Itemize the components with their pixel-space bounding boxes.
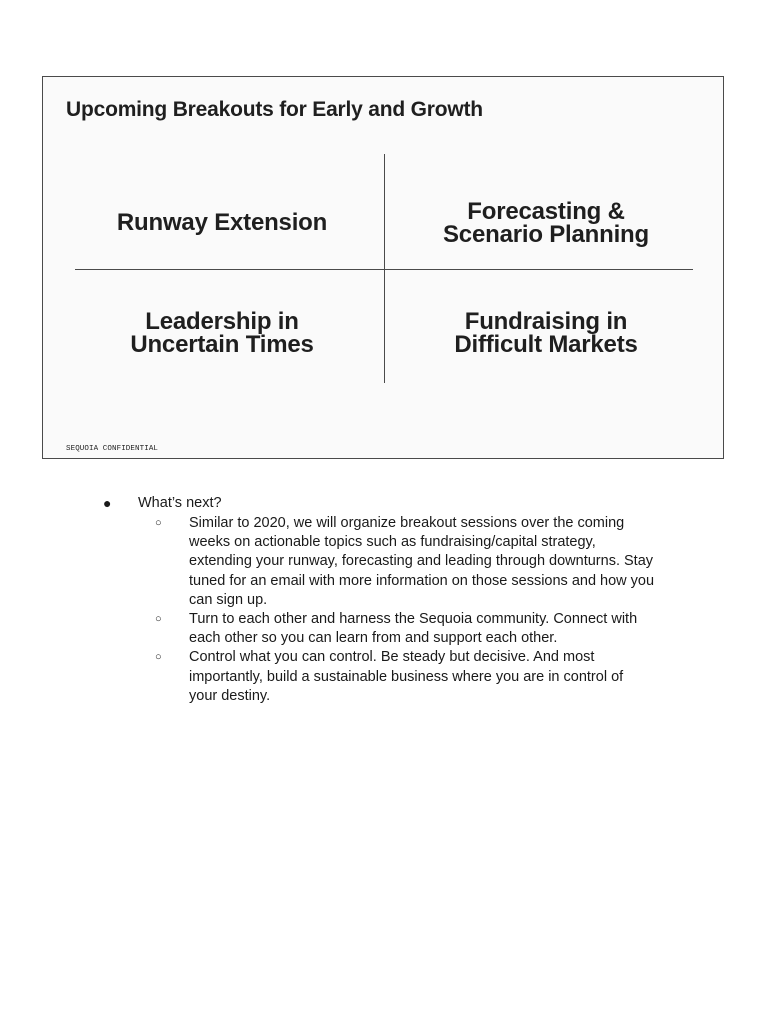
breakout-title-line: Forecasting & [467,198,625,225]
breakout-title-line: Scenario Planning [443,221,649,248]
sub-bullet-text: Similar to 2020, we will organize breakout sessions over the coming weeks on actionable topics such as fundraising/capital strategy, extending your runway, forecasting and leading through downturns. Stay tuned for an email with more information on those sessions and how you can sign up. [189,515,655,608]
sub-bullet-item [155,514,655,610]
slide-frame [42,76,724,459]
breakout-fundraising-difficult-markets [396,310,696,356]
bullet-marker: ● [103,495,112,511]
slide-title: Upcoming Breakouts for Early and Growth [66,98,483,121]
sub-bullet-marker: ○ [155,517,162,529]
breakout-title-line: Runway Extension [116,209,328,236]
sub-bullet-marker: ○ [155,651,162,664]
sub-bullet-item [155,648,655,706]
grid-horizontal-divider [75,269,693,270]
breakout-title-line: Uncertain Times [130,331,314,358]
sub-bullet-item [155,610,655,648]
bullet-text: What’s next? [138,495,222,511]
sub-bullet-text: Control what you can control. Be steady but decisive. And most importantly, build a sustainable business where you are in control of your destiny. [189,649,624,704]
breakout-title-line: Fundraising in [464,308,628,335]
sub-bullet-text: Turn to each other and harness the Sequoia community. Connect with each other so you can learn from and support each other. [189,611,638,647]
breakout-title-line: Leadership in [145,308,299,335]
confidential-footer: SEQUOIA CONFIDENTIAL [66,445,159,453]
breakout-forecasting-scenario-planning [396,200,696,246]
breakout-title-line: Difficult Markets [454,331,638,358]
breakout-leadership-uncertain-times [72,310,372,356]
breakout-runway-extension [72,211,372,234]
sub-bullet-marker: ○ [155,613,162,626]
sub-bullet-list [155,514,655,706]
